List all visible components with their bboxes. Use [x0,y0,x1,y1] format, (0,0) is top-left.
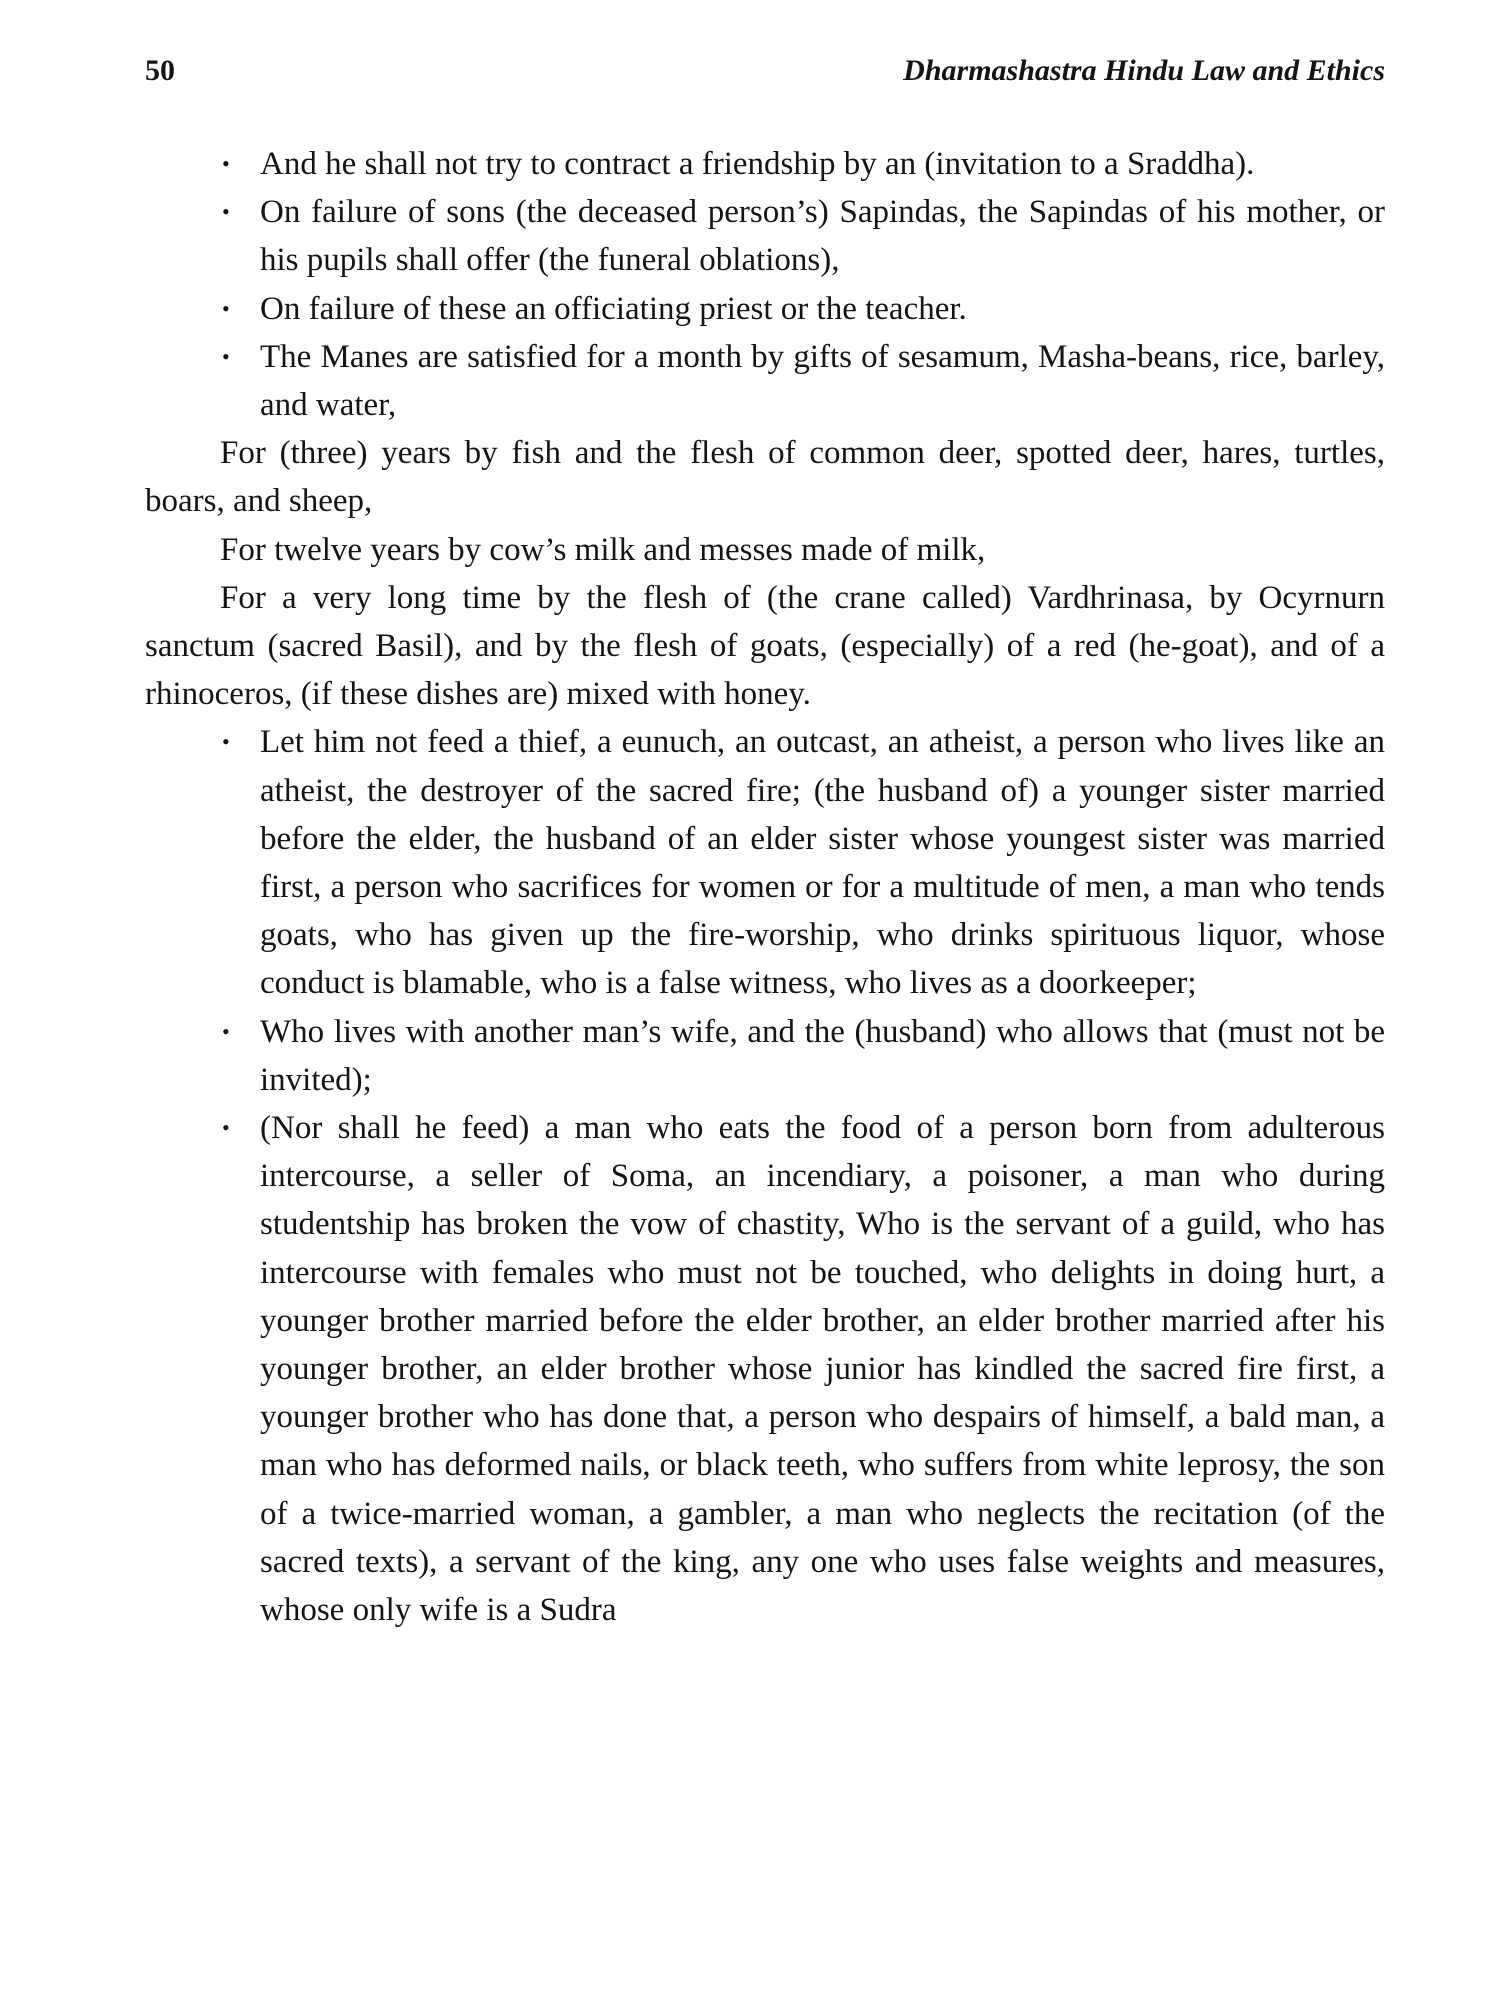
bullet-text: On failure of sons (the deceased person’s) Sapindas, the Sapindas of his mother, or his pupils shall offer (the funeral oblations), [260,194,1385,279]
page-number: 50 [145,54,175,87]
bullet-item [145,333,1385,429]
paragraph: For a very long time by the flesh of (the crane called) Vardhrinasa, by Ocyrnurn sanctum (sacred Basil), and by the flesh of goats, (especially) of a red (he-goat), and of a rhinoceros, (if these dishes are) mixed with honey. [145,579,1385,713]
paragraph: For (three) years by fish and the flesh of common deer, spotted deer, hares, turtles, boars, and sheep, [145,435,1385,520]
running-head [145,54,1385,104]
bullet-item [145,285,1385,333]
bullet-text: (Nor shall he feed) a man who eats the food of a person born from adulterous intercourse, a seller of Soma, an incendiary, a poisoner, a man who during studentship has broken the vow of chastity, Who is the servant of a guild, who has intercourse with females who must not be touched, who delights in doing hurt, a younger brother married before the elder brother, an elder brother married after his younger brother, an elder brother whose junior has kindled the sacred fire first, a younger brother who has done that, a person who despairs of himself, a bald man, a man who has deformed nails, or black teeth, who suffers from white leprosy, the son of a twice-married woman, a gambler, a man who neglects the recitation (of the sacred texts), a servant of the king, any one who uses false weights and measures, whose only wife is a Sudra [260,1110,1385,1629]
bullet-item [145,188,1385,284]
bullet-text: Let him not feed a thief, a eunuch, an outcast, an atheist, a person who lives like an atheist, the destroyer of the sacred fire; (the husband of) a younger sister married before the elder, the husband of an elder sister whose youngest sister was married first, a person who sacrifices for women or for a multitude of men, a man who tends goats, who has given up the fire-worship, who drinks spirituous liquor, whose conduct is blamable, who is a false witness, who lives as a doorkeeper; [260,724,1385,1002]
bullet-item [145,140,1385,188]
bullet-marker: • [222,343,230,369]
bullet-item [145,1008,1385,1104]
bullet-marker: • [222,151,230,176]
bullet-text: Who lives with another man’s wife, and the (husband) who allows that (must not be invited); [260,1013,1385,1098]
bullet-marker: • [222,1115,230,1141]
bullet-item [145,1104,1385,1634]
bullet-marker: • [222,199,230,225]
bullet-marker: • [222,1018,230,1044]
book-title: Dharmashastra Hindu Law and Ethics [903,54,1385,87]
bullet-text: On failure of these an officiating priest or the teacher. [260,290,967,327]
bullet-item [145,718,1385,1007]
bullet-marker: • [222,729,230,755]
bullet-marker: • [222,295,230,321]
paragraph: For twelve years by cow’s milk and messes made of milk, [220,531,986,568]
text-body [145,140,1385,1634]
bullet-text: The Manes are satisfied for a month by gifts of sesamum, Masha-beans, rice, barley, and water, [260,338,1385,424]
bullet-text: And he shall not try to contract a friendship by an (invitation to a Sraddha). [260,146,1255,182]
